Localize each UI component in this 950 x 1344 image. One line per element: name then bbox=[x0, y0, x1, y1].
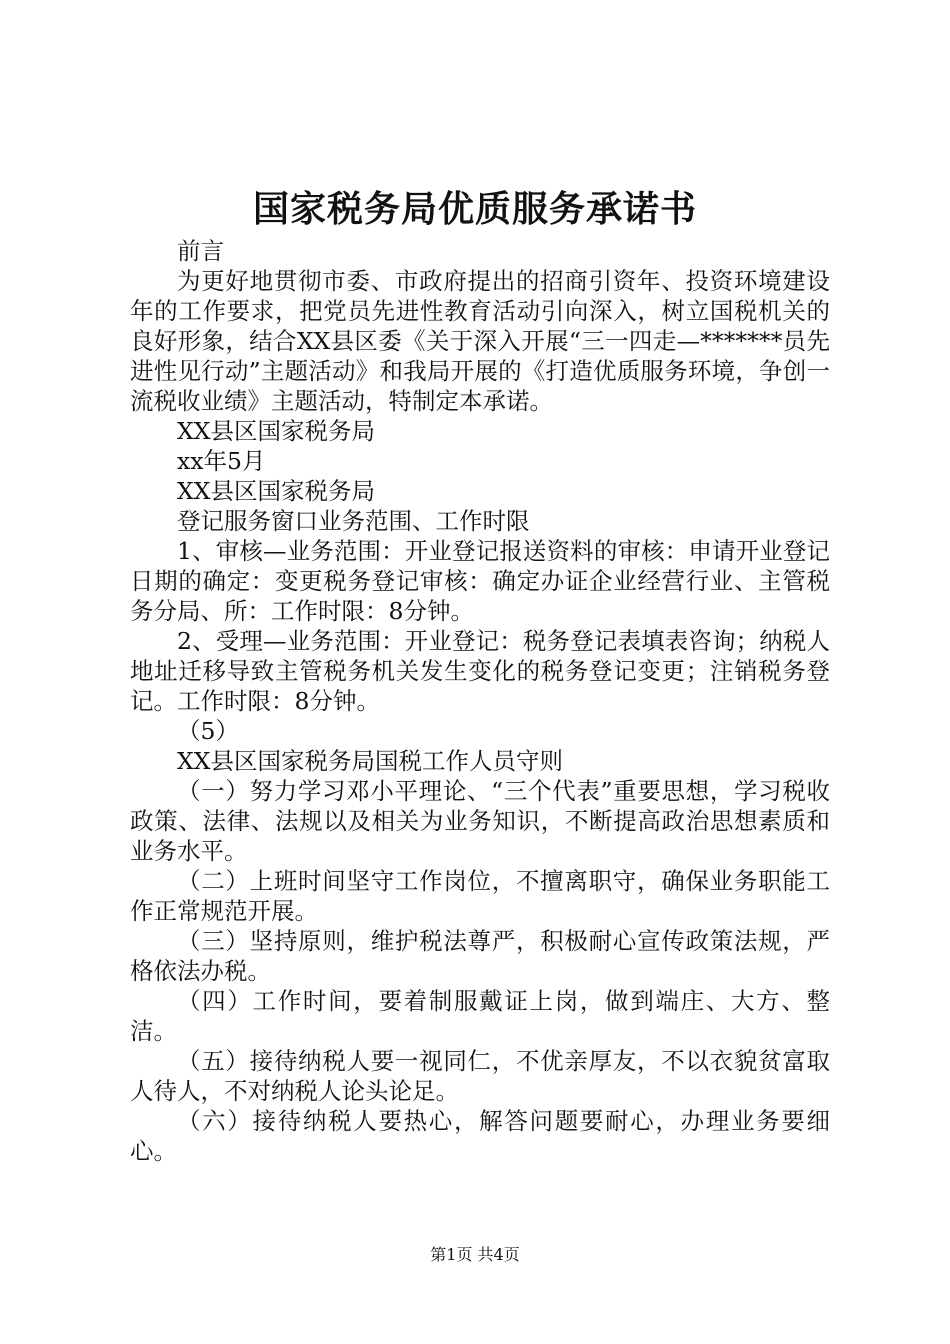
paragraph-item-5: （5） bbox=[177, 717, 239, 745]
paragraph-rule-2: （二）上班时间坚守工作岗位，不擅离职守，确保业务职能工作正常规范开展。 bbox=[130, 867, 830, 925]
paragraph-issuer: XX县区国家税务局 bbox=[177, 417, 375, 445]
paragraph-section-heading: 登记服务窗口业务范围、工作时限 bbox=[177, 507, 530, 535]
paragraph-date: xx年5月 bbox=[177, 447, 266, 475]
document-title: 国家税务局优质服务承诺书 bbox=[252, 188, 697, 230]
paragraph-rule-6: （六）接待纳税人要热心，解答问题要耐心，办理业务要细心。 bbox=[130, 1107, 830, 1165]
paragraph-intro: 为更好地贯彻市委、市政府提出的招商引资年、投资环境建设年的工作要求，把党员先进性教育活动引向深入，树立国税机关的良好形象，结合XX县区委《关于深入开展“三一四走—*******员先进性见行动”主题活动》和我局开展的《打造优质服务环境，争创一流税收业绩》主题活动，特制定本承诺。 bbox=[130, 267, 830, 415]
paragraph-item-1: 1、审核—业务范围：开业登记报送资料的审核：申请开业登记日期的确定：变更税务登记审核：确定办证企业经营行业、主管税务分局、所：工作时限：8分钟。 bbox=[130, 537, 830, 625]
paragraph-issuer-repeat: XX县区国家税务局 bbox=[177, 477, 375, 505]
paragraph-preface: 前言 bbox=[177, 237, 224, 265]
paragraph-rule-3: （三）坚持原则，维护税法尊严，积极耐心宣传政策法规，严格依法办税。 bbox=[130, 927, 830, 985]
page-number-footer: 第1页 共4页 bbox=[430, 1245, 520, 1264]
paragraph-rules-heading: XX县区国家税务局国税工作人员守则 bbox=[177, 747, 563, 775]
paragraph-rule-5: （五）接待纳税人要一视同仁，不优亲厚友，不以衣貌贫富取人待人，不对纳税人论头论足。 bbox=[130, 1047, 830, 1105]
document-body bbox=[130, 236, 830, 1166]
paragraph-item-2: 2、受理—业务范围：开业登记：税务登记表填表咨询；纳税人地址迁移导致主管税务机关发生变化的税务登记变更；注销税务登记。工作时限：8分钟。 bbox=[130, 627, 830, 715]
paragraph-rule-4: （四）工作时间，要着制服戴证上岗，做到端庄、大方、整洁。 bbox=[130, 987, 830, 1045]
paragraph-rule-1: （一）努力学习邓小平理论、“三个代表”重要思想，学习税收政策、法律、法规以及相关为业务知识，不断提高政治思想素质和业务水平。 bbox=[130, 777, 830, 865]
